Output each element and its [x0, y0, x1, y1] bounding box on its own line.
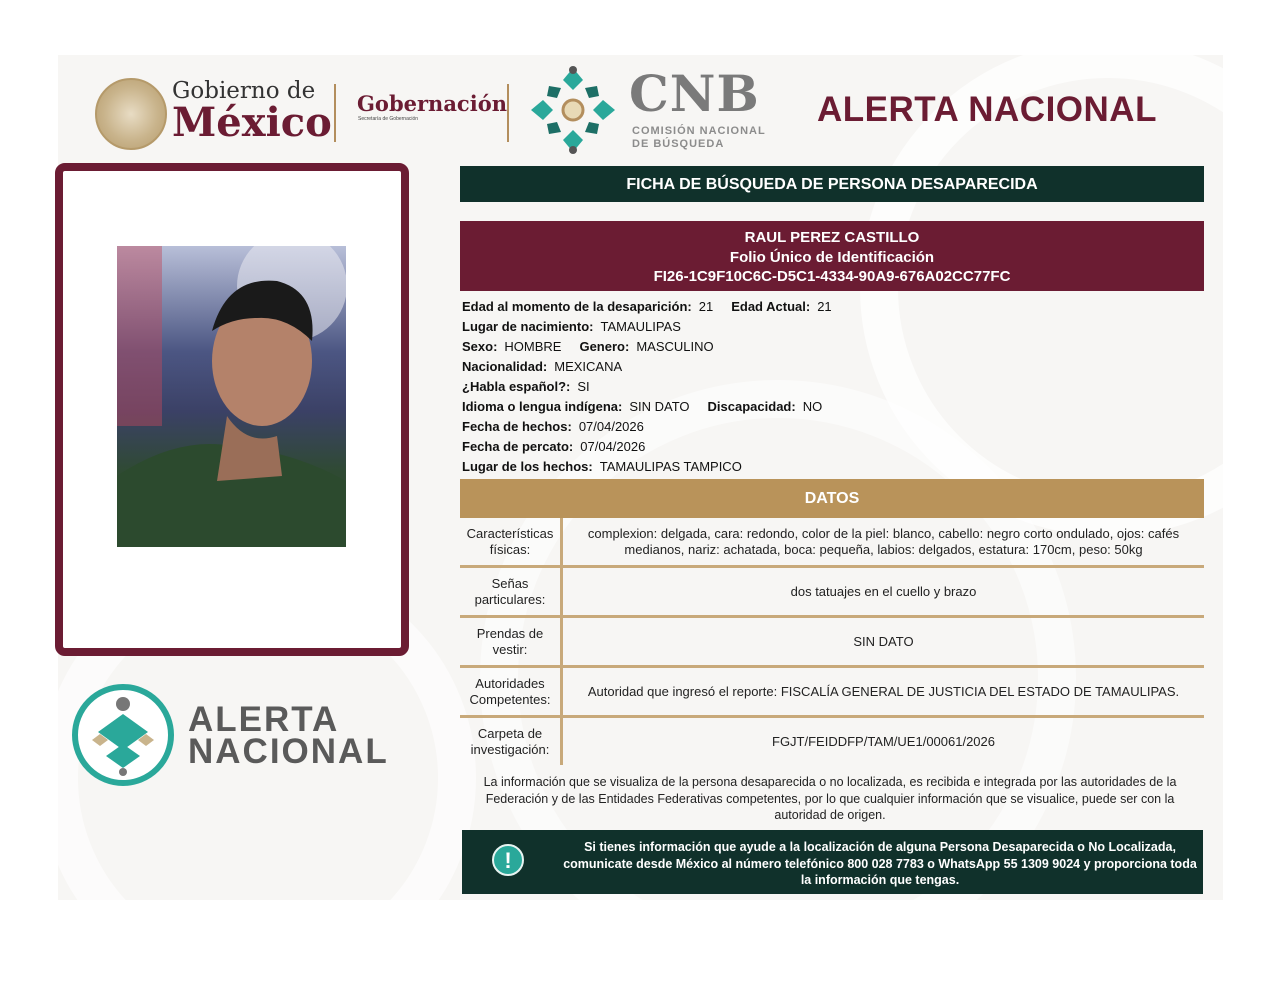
info-value: MASCULINO — [636, 339, 714, 354]
info-row — [462, 317, 832, 337]
disclaimer-text: La información que se visualiza de la persona desaparecida o no localizada, es recibida e integrada por las autoridades de la Federación y de las Entidades Federativas competentes, por lo que cualquier información que se visualice, puede ser con la autoridad de origen. — [483, 775, 1177, 822]
alerta-wordmark-line2: NACIONAL — [188, 732, 389, 771]
table-row — [460, 668, 1204, 718]
row-value: dos tatuajes en el cuello y brazo — [790, 583, 977, 599]
person-photo — [117, 246, 346, 547]
info-value: SIN DATO — [629, 399, 690, 414]
cnb-subtitle — [632, 125, 766, 151]
row-value: FGJT/FEIDDFP/TAM/UE1/00061/2026 — [772, 733, 995, 749]
info-label: Genero: — [579, 339, 630, 354]
page-title: ALERTA NACIONAL — [817, 90, 1157, 129]
table-row — [460, 518, 1204, 568]
info-row — [462, 297, 832, 317]
info-value: TAMAULIPAS TAMPICO — [599, 459, 742, 474]
info-label: Fecha de hechos: — [462, 419, 572, 434]
cnb-sub-line1: COMISIÓN NACIONAL — [632, 125, 766, 137]
identity-header — [460, 221, 1204, 291]
info-value: SI — [577, 379, 590, 394]
info-value: 07/04/2026 — [580, 439, 646, 454]
info-value: 07/04/2026 — [578, 419, 644, 434]
sheet-title: FICHA DE BÚSQUEDA DE PERSONA DESAPARECIDA — [460, 166, 1204, 202]
divider — [334, 84, 336, 142]
person-name: RAUL PEREZ CASTILLO — [744, 229, 920, 246]
folio-value: FI26-1C9F10C6C-D5C1-4334-90A9-676A02CC77FC — [653, 268, 1011, 285]
alerta-nacional-wordmark — [188, 700, 389, 771]
cnb-sub-line2: DE BÚSQUEDA — [632, 138, 725, 150]
info-row — [462, 337, 832, 357]
gobierno-de-mexico-logo — [172, 78, 332, 146]
gobernacion-logo: Gobernación — [357, 91, 507, 116]
info-value: TAMAULIPAS — [600, 319, 681, 334]
gobernacion-subtitle: Secretaría de Gobernación — [358, 116, 419, 122]
exclamation-icon: ! — [492, 844, 524, 876]
contact-banner — [462, 830, 1203, 894]
info-label: ¿Habla español?: — [462, 379, 571, 394]
table-row — [460, 568, 1204, 618]
contact-text: Si tienes información que ayude a la localización de alguna Persona Desaparecida o No Localizada, comunicate desde México al número telefónico 800 028 7783 o WhatsApp 55 1309 9024 y proporciona toda la información que tengas. — [563, 840, 1197, 887]
info-row — [462, 397, 832, 417]
info-label: Sexo: — [462, 339, 498, 354]
table-row — [460, 718, 1204, 765]
row-label: Autoridades Competentes: — [460, 668, 563, 715]
row-label: Características físicas: — [460, 518, 563, 565]
cnb-logo-icon — [527, 64, 619, 156]
personal-info — [462, 297, 832, 477]
row-label: Carpeta de investigación: — [460, 718, 563, 765]
row-value: Autoridad que ingresó el reporte: FISCALÍA GENERAL DE JUSTICIA DEL ESTADO DE TAMAULIPAS. — [587, 683, 1180, 699]
alerta-wordmark-line1: ALERTA — [188, 700, 340, 739]
folio-label: Folio Único de Identificación — [729, 248, 935, 266]
escudo-nacional-icon — [95, 78, 167, 150]
row-label: Prendas de vestir: — [460, 618, 563, 665]
info-row — [462, 377, 832, 397]
cnb-wordmark: CNB — [629, 64, 760, 123]
info-label: Discapacidad: — [707, 399, 796, 414]
info-label: Lugar de los hechos: — [462, 459, 593, 474]
info-value: NO — [802, 399, 823, 414]
gob-line2: México — [172, 99, 332, 146]
info-label: Nacionalidad: — [462, 359, 548, 374]
info-value: MEXICANA — [554, 359, 623, 374]
info-label: Lugar de nacimiento: — [462, 319, 594, 334]
info-label: Edad Actual: — [731, 299, 811, 314]
alerta-nacional-logo-icon — [70, 682, 176, 788]
info-row — [462, 437, 832, 457]
gob-line1: Gobierno de — [172, 78, 316, 104]
info-value: 21 — [817, 299, 832, 314]
info-label: Fecha de percato: — [462, 439, 574, 454]
datos-header: DATOS — [460, 479, 1204, 518]
info-value: HOMBRE — [504, 339, 562, 354]
row-value: SIN DATO — [853, 633, 914, 649]
info-label: Edad al momento de la desaparición: — [462, 299, 692, 314]
info-row — [462, 357, 832, 377]
row-value: complexion: delgada, cara: redondo, color de la piel: blanco, cabello: negro corto ondulado, ojos: cafés medianos, nariz: achatada, boca: pequeña, labios: delgados, estatura: 170cm, peso: 50kg — [587, 525, 1180, 557]
divider — [507, 84, 509, 142]
info-value: 21 — [698, 299, 714, 314]
datos-table — [460, 518, 1204, 765]
row-label: Señas particulares: — [460, 568, 563, 615]
info-row — [462, 417, 832, 437]
table-row — [460, 618, 1204, 668]
info-row — [462, 457, 832, 477]
info-label: Idioma o lengua indígena: — [462, 399, 623, 414]
